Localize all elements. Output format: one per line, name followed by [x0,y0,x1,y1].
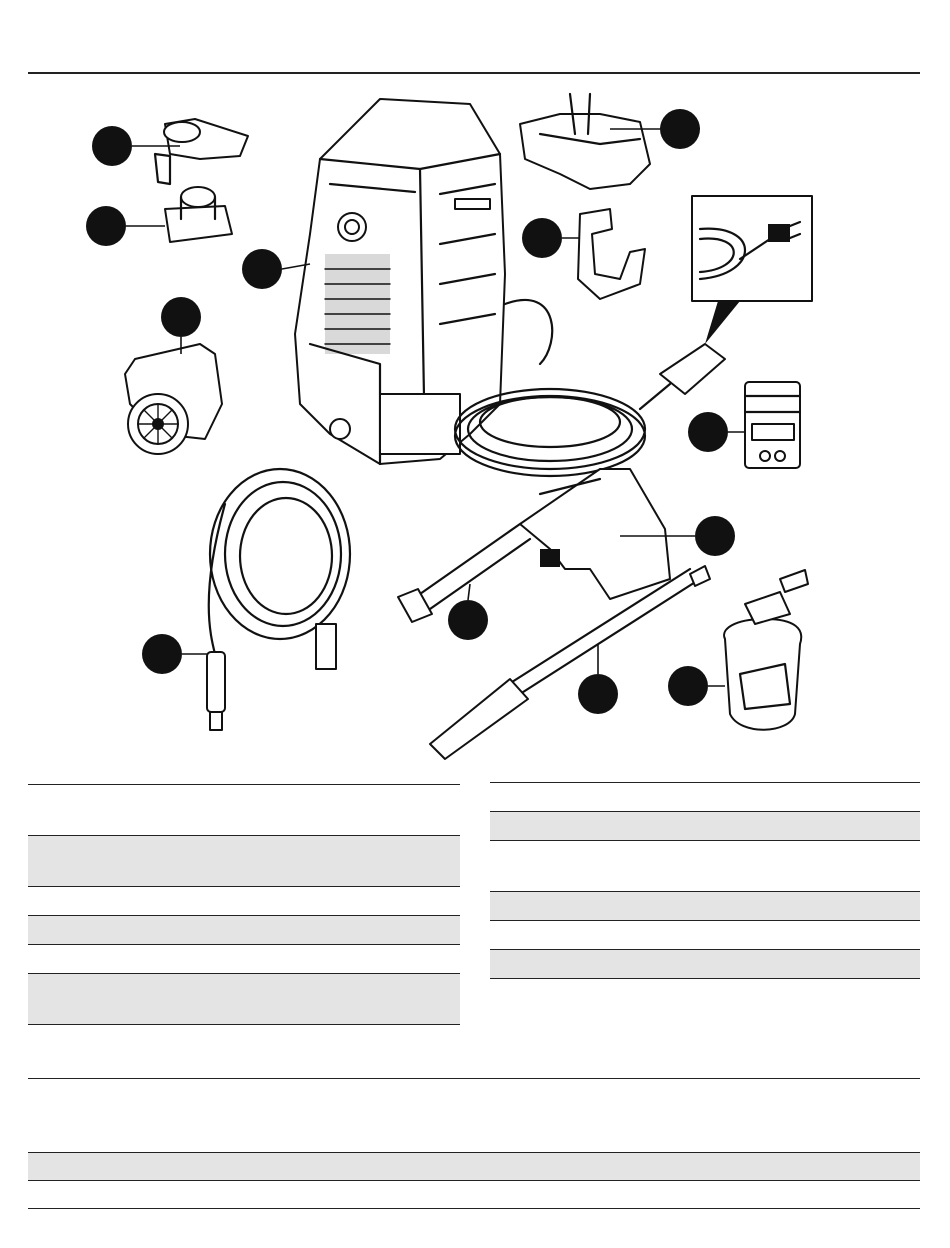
gun-holder-bracket [520,94,650,189]
table-row [490,950,920,979]
accessory-card [745,382,800,468]
table-row [490,812,920,841]
callout-circle [242,249,282,289]
wheel-bracket-assembly [125,344,222,454]
pressure-washer-body [295,99,505,464]
table-row [28,916,460,945]
table-row [28,785,460,836]
table-row [28,887,460,916]
callout-circle [660,109,700,149]
callout-circle [142,634,182,674]
plug-detail-inset [692,196,812,344]
table-row [490,783,920,812]
table-row [490,921,920,950]
callout-circle [448,600,488,640]
parts-table-left [28,784,460,1025]
nozzle-clip-upper [155,119,248,184]
callout-circle [161,297,201,337]
table-row [490,841,920,892]
parts-illustration [0,74,950,764]
callout-circle [92,126,132,166]
spray-wand [430,566,710,759]
high-pressure-hose [207,469,350,730]
callout-circle [522,218,562,258]
callout-circle [578,674,618,714]
cord-hook [578,209,645,299]
section-rule [28,1078,920,1079]
table-row [490,892,920,921]
callout-circle [86,206,126,246]
nozzle-clip-lower [165,187,232,242]
table-row [28,974,460,1025]
spray-gun [398,469,670,622]
table-row [28,1153,920,1181]
table-row [28,836,460,887]
callout-circle [688,412,728,452]
callout-circle [695,516,735,556]
table-row [28,1181,920,1209]
parts-table-bottom [28,1152,920,1209]
table-row [28,945,460,974]
foam-cannon-bottle [724,570,808,730]
parts-table-right [490,782,920,979]
callout-circle [668,666,708,706]
